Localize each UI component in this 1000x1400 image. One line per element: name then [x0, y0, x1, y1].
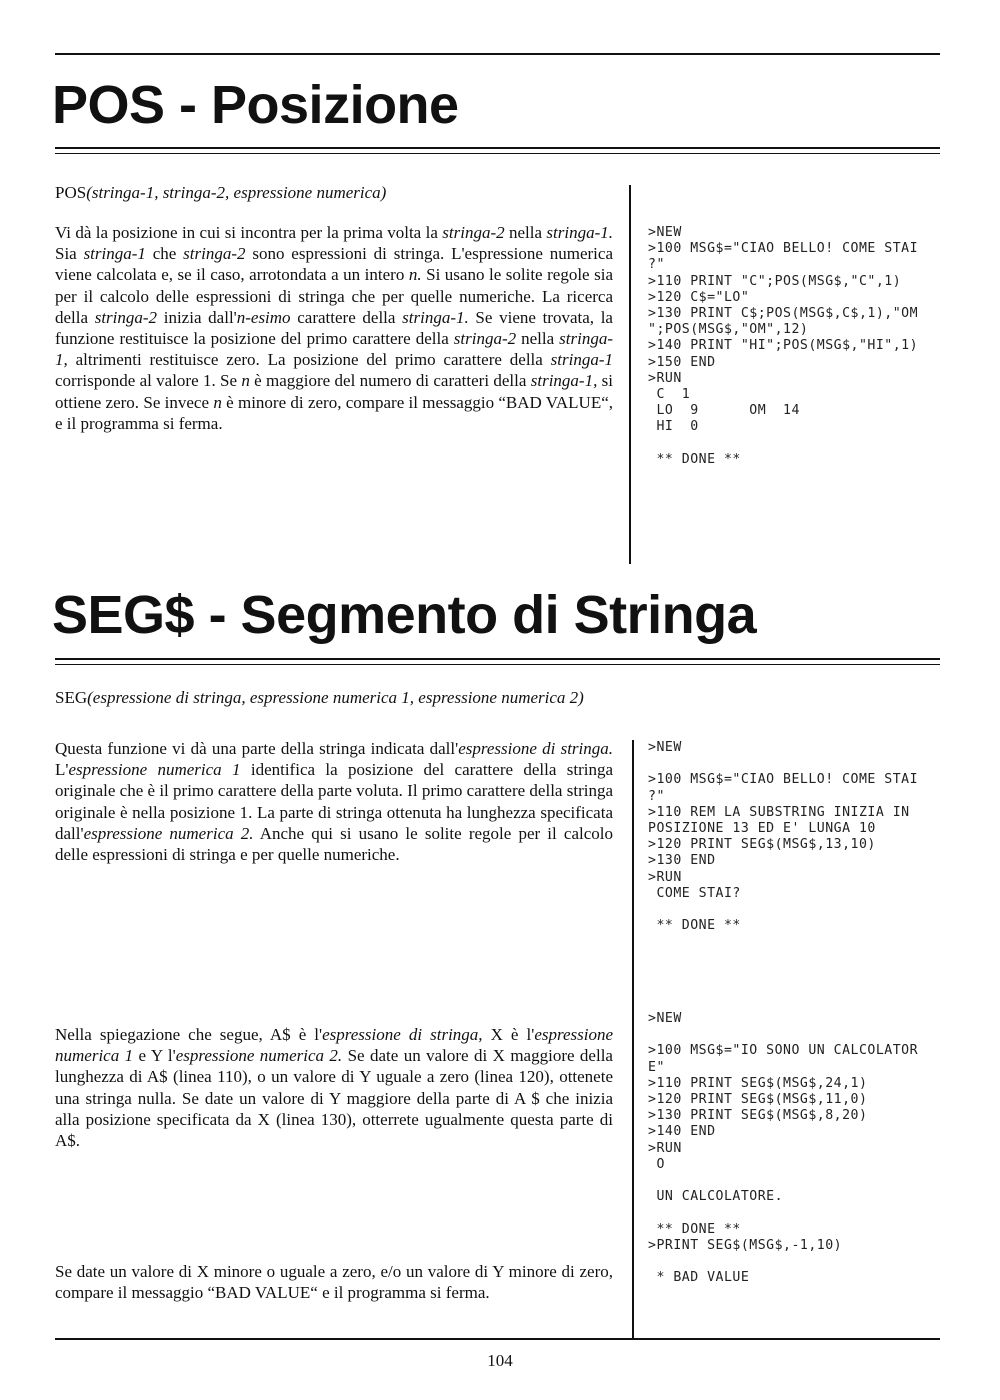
text-run: Si usano le solite regole sia per il calcolo delle espressioni di stringa che per quelle numeriche. La ricerca della: [55, 265, 613, 327]
text-run: corrisponde al valore 1. Se: [55, 371, 242, 391]
text-run: Se date un valore di X maggiore della lunghezza di A$ (linea 110), o un valore di Y uguale a zero (linea 120), ottenete una stringa nulla. Se date un valore di Y maggiore della parte di A $ che inizia alla posizione specificata da X (linea 130), otterrete ugualmente questa parte di A$.: [55, 1046, 613, 1151]
italic-run: stringa-2: [453, 329, 517, 349]
seg-title-rule-2: [55, 664, 940, 665]
seg-section-title: SEG$ - Segmento di Stringa: [52, 585, 757, 645]
italic-run: n: [213, 392, 222, 412]
text-run: e Y l': [133, 1046, 176, 1066]
seg-syntax: [55, 688, 584, 708]
italic-run: n.: [408, 265, 422, 285]
text-run: nella: [516, 329, 560, 349]
italic-run: stringa-1,: [55, 329, 613, 370]
seg-code-listing-2: >NEW >100 MSG$="IO SONO UN CALCOLATOR E" >110 PRINT SEG$(MSG$,24,1) >120 PRINT SEG$(MSG$,11,0) >130 PRINT SEG$(MSG$,8,20) >140 END >RUN O UN CALCOLATORE. ** DONE ** >PRINT SEG$(MSG$,-1,10) * BAD VALUE: [648, 1011, 919, 1286]
pos-syntax: [55, 183, 386, 203]
italic-run: n-esimo: [236, 307, 291, 327]
text-run: Vi dà la posizione in cui si incontra per la prima volta la: [55, 223, 443, 242]
italic-run: espressione numerica 1: [55, 1025, 614, 1066]
italic-run: stringa-1.: [546, 223, 613, 242]
text-run: inizia dall': [157, 307, 237, 327]
text-run: L': [55, 760, 69, 780]
italic-run: espressione numerica 2.: [175, 1046, 343, 1066]
text-run: Questa funzione vi dà una parte della stringa indicata dall': [55, 739, 459, 758]
seg-description: [55, 738, 613, 865]
italic-run: stringa-1: [550, 350, 613, 370]
text-run: è maggiore del numero di caratteri della: [249, 371, 531, 391]
seg-column-divider: [632, 740, 634, 1338]
italic-run: espressione di stringa,: [322, 1025, 483, 1044]
pos-syntax-name: POS: [55, 183, 87, 202]
pos-section-title: POS - Posizione: [52, 75, 459, 135]
italic-run: n: [241, 371, 250, 391]
text-run: X è l': [482, 1025, 535, 1044]
italic-run: stringa-2: [183, 244, 246, 264]
text-run: si ottiene zero. Se invece: [55, 371, 613, 412]
pos-title-rule-2: [55, 153, 940, 154]
top-rule: [55, 53, 940, 55]
page-number: 104: [487, 1351, 513, 1370]
seg-syntax-name: SEG: [55, 688, 88, 707]
text-run: Anche qui si usano le solite regole per il calcolo delle espressioni di stringa e per quelle numeriche.: [55, 823, 613, 865]
text-run: altrimenti restituisce zero. La posizione del primo carattere della: [67, 350, 551, 370]
pos-description: [55, 222, 613, 434]
italic-run: espressione numerica 1: [68, 760, 241, 780]
text-run: nella: [504, 223, 547, 242]
seg-explanation: [55, 1024, 613, 1151]
seg-syntax-args: (espressione di stringa, espressione numerica 1, espressione numerica 2): [87, 688, 584, 707]
pos-code-listing: >NEW >100 MSG$="CIAO BELLO! COME STAI ?" >110 PRINT "C";POS(MSG$,"C",1) >120 C$="LO" >130 PRINT C$;POS(MSG$,C$,1),"OM ";POS(MSG$,"OM",12) >140 PRINT "HI";POS(MSG$,"HI",1) >150 END >RUN C 1 LO 9 OM 14 HI 0 ** DONE **: [648, 225, 919, 467]
italic-run: stringa-2: [94, 307, 158, 327]
bottom-rule: [55, 1338, 940, 1340]
seg-error-note: Se date un valore di X minore o uguale a zero, e/o un valore di Y minore di zero, compare il messaggio “BAD VALUE“ e il programma si ferma.: [55, 1262, 613, 1303]
text-run: Nella spiegazione che segue, A$ è l': [55, 1025, 323, 1044]
italic-run: espressione numerica 2.: [83, 823, 254, 843]
seg-title-rule: [55, 658, 940, 660]
italic-run: stringa-2: [442, 223, 505, 242]
text-run: sono espressioni di stringa. L'espressione numerica viene calcolata e, se il caso, arrotondata a un intero: [55, 244, 613, 285]
pos-title-rule: [55, 147, 940, 149]
italic-run: espressione di stringa.: [458, 739, 614, 758]
italic-run: stringa-1: [83, 244, 146, 264]
text-run: identifica la posizione del carattere della stringa originale che è il primo carattere della parte voluta. Il primo carattere della stringa originale è nella posizione 1. La parte di stringa ottenuta ha lunghezza specificata dall': [55, 760, 613, 843]
text-run: che: [145, 244, 184, 264]
pos-syntax-args: (stringa-1, stringa-2, espressione numerica): [86, 183, 387, 202]
italic-run: stringa-1,: [530, 371, 598, 391]
text-run: Sia: [55, 244, 84, 264]
text-run: carattere della: [290, 307, 403, 327]
seg-code-listing-1: >NEW >100 MSG$="CIAO BELLO! COME STAI ?" >110 REM LA SUBSTRING INIZIA IN POSIZIONE 13 ED E' LUNGA 10 >120 PRINT SEG$(MSG$,13,10) >130 END >RUN COME STAI? ** DONE **: [648, 740, 919, 934]
text-run: è minore di zero, compare il messaggio “BAD VALUE“, e il programma si ferma.: [55, 392, 614, 433]
text-run: Se viene trovata, la funzione restituisce la posizione del primo carattere della: [55, 307, 613, 349]
pos-column-divider: [629, 185, 631, 564]
italic-run: stringa-1.: [402, 307, 469, 327]
